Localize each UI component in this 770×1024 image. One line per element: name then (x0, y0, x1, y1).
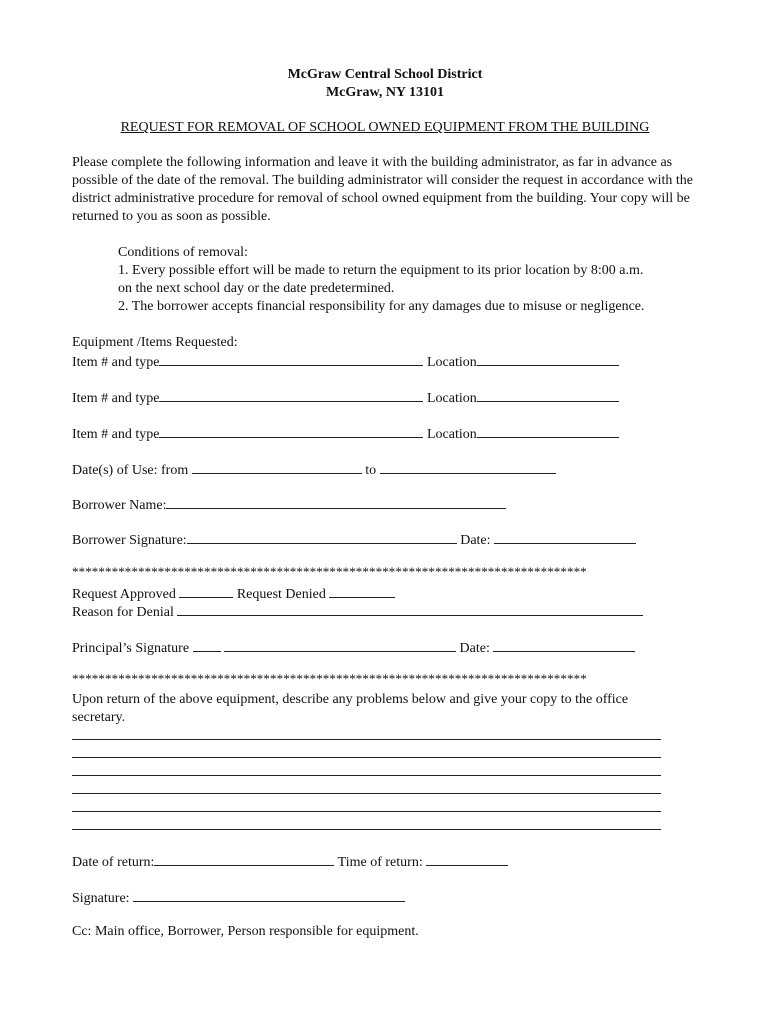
problem-line-3[interactable] (72, 775, 661, 776)
problem-line-2[interactable] (72, 757, 661, 758)
location-1-field[interactable] (477, 352, 619, 366)
return-instruction: Upon return of the above equipment, describe any problems below and give your copy to the office secretary. (72, 692, 629, 725)
approval-row (72, 584, 395, 603)
principal-signature-row (72, 638, 635, 657)
item-row-2 (72, 388, 619, 407)
equipment-heading: Equipment /Items Requested: (72, 335, 238, 350)
location-3-field[interactable] (477, 424, 619, 438)
borrower-name-field[interactable] (166, 495, 506, 509)
borrower-date-label: Date: (460, 533, 491, 548)
return-signature-row (72, 888, 405, 907)
item-2-field[interactable] (159, 388, 423, 402)
dates-of-use-row (72, 460, 556, 479)
separator-1: ****************************************************************************** (72, 564, 587, 579)
return-date-label: Date of return: (72, 855, 155, 870)
cc-line: Cc: Main office, Borrower, Person responsible for equipment. (72, 924, 419, 939)
condition-1-line-1: 1. Every possible effort will be made to return the equipment to its prior location by 8:00 a.m. (118, 263, 644, 278)
item-1-field[interactable] (159, 352, 423, 366)
form-title: REQUEST FOR REMOVAL OF SCHOOL OWNED EQUIPMENT FROM THE BUILDING (120, 120, 650, 135)
borrower-signature-field[interactable] (187, 530, 457, 544)
district-address: McGraw, NY 13101 (325, 85, 445, 100)
location-2-field[interactable] (477, 388, 619, 402)
condition-1-line-2: on the next school day or the date predetermined. (118, 281, 395, 296)
principal-signature-label: Principal’s Signature (72, 641, 190, 656)
location-label: Location (426, 427, 477, 442)
approved-label: Request Approved (72, 587, 176, 602)
return-date-field[interactable] (154, 852, 334, 866)
borrower-signature-row (72, 530, 636, 549)
item-label: Item # and type (72, 391, 160, 406)
borrower-date-field[interactable] (494, 530, 636, 544)
intro-paragraph: Please complete the following information and leave it with the building administrator, as far in advance as possible of the date of the removal. The building administrator will consider the request in accordance with the district administrative procedure for removal of school owned equipment from the building. Your copy will be returned to you as soon as possible. (72, 155, 694, 224)
item-row-3 (72, 424, 619, 443)
principal-date-field[interactable] (493, 638, 635, 652)
date-from-field[interactable] (192, 460, 362, 474)
problem-line-6[interactable] (72, 829, 661, 830)
problem-line-4[interactable] (72, 793, 661, 794)
return-signature-label: Signature: (72, 891, 130, 906)
borrower-name-label: Borrower Name: (72, 498, 167, 513)
location-label: Location (426, 355, 477, 370)
conditions-heading: Conditions of removal: (118, 245, 248, 260)
dates-from-label: Date(s) of Use: from (72, 463, 189, 478)
return-time-field[interactable] (426, 852, 508, 866)
borrower-name-row (72, 495, 506, 514)
denial-reason-row (72, 602, 643, 621)
problem-line-5[interactable] (72, 811, 661, 812)
denial-reason-field[interactable] (177, 602, 643, 616)
item-3-field[interactable] (159, 424, 423, 438)
principal-signature-stub (193, 638, 221, 652)
return-time-label: Time of return: (337, 855, 423, 870)
problem-line-1[interactable] (72, 739, 661, 740)
denied-label: Request Denied (236, 587, 326, 602)
denial-reason-label: Reason for Denial (72, 605, 174, 620)
item-row-1 (72, 352, 619, 371)
condition-2: 2. The borrower accepts financial responsibility for any damages due to misuse or negligence. (118, 299, 645, 314)
separator-2: ****************************************************************************** (72, 671, 587, 686)
location-label: Location (426, 391, 477, 406)
date-to-field[interactable] (380, 460, 556, 474)
item-label: Item # and type (72, 427, 160, 442)
principal-signature-field[interactable] (224, 638, 456, 652)
return-date-row (72, 852, 508, 871)
dates-to-label: to (365, 463, 377, 478)
denied-field[interactable] (329, 584, 395, 598)
item-label: Item # and type (72, 355, 160, 370)
principal-date-label: Date: (459, 641, 490, 656)
district-name: McGraw Central School District (287, 67, 483, 82)
borrower-signature-label: Borrower Signature: (72, 533, 187, 548)
return-signature-field[interactable] (133, 888, 405, 902)
approved-field[interactable] (179, 584, 233, 598)
